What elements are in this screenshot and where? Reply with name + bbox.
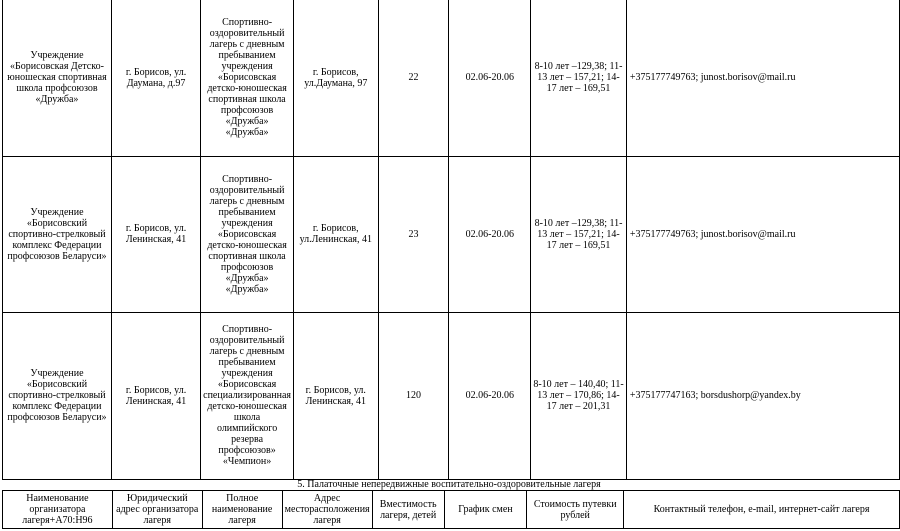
legal-address-cell: г. Борисов, ул. Ленинская, 41 xyxy=(111,156,200,312)
legal-address-cell: г. Борисов, ул. Ленинская, 41 xyxy=(111,312,200,479)
header-legal-address: Юридический адрес организатора лагеря xyxy=(112,491,202,529)
contacts-cell: +375177749763; junost.borisov@mail.ru xyxy=(626,0,899,156)
contacts-cell: +375177749763; junost.borisov@mail.ru xyxy=(626,156,899,312)
camp-address-cell: г. Борисов, ул.Даумана, 97 xyxy=(294,0,379,156)
header-cost: Стоимость путевки рублей xyxy=(527,491,624,529)
organizer-cell: Учреждение «Борисовский спортивно-стрелковый комплекс Федерации профсоюзов Беларуси» xyxy=(3,156,112,312)
legal-address-cell: г. Борисов, ул. Даумана, д.97 xyxy=(111,0,200,156)
capacity-cell: 22 xyxy=(378,0,449,156)
table-row xyxy=(3,156,900,312)
cost-cell: 8-10 лет –129,38; 11-13 лет – 157,21; 14-17 лет – 169,51 xyxy=(531,156,627,312)
header-camp-name: Полное наименование лагеря xyxy=(202,491,282,529)
header-organizer: Наименование организатора лагеря+A70:H96 xyxy=(3,491,113,529)
contacts-cell: +375177747163; borsdushorp@yandex.by xyxy=(626,312,899,479)
table-row xyxy=(3,312,900,479)
header-capacity: Вместимость лагеря, детей xyxy=(372,491,444,529)
cost-cell: 8-10 лет –129,38; 11-13 лет – 157,21; 14-17 лет – 169,51 xyxy=(531,0,627,156)
camp-name-cell: Спортивно-оздоровительный лагерь с дневным пребыванием учреждения «Борисовская специализированная детско-юношеская школа олимпийского резерва профсоюзов» «Чемпион» xyxy=(201,312,294,479)
cost-cell: 8-10 лет – 140,40; 11-13 лет – 170,86; 14-17 лет – 201,31 xyxy=(531,312,627,479)
organizer-cell: Учреждение «Борисовский спортивно-стрелковый комплекс Федерации профсоюзов Беларуси» xyxy=(3,312,112,479)
table-row xyxy=(3,0,900,156)
camp-address-cell: г. Борисов, ул. Ленинская, 41 xyxy=(294,312,379,479)
capacity-cell: 23 xyxy=(378,156,449,312)
header-contacts: Контактный телефон, e-mail, интернет-сайт лагеря xyxy=(624,491,900,529)
section-title: 5. Палаточные непередвижные воспитательно-оздоровительные лагеря xyxy=(297,479,601,490)
camps-table xyxy=(2,0,900,480)
header-camp-address: Адрес месторасположения лагеря xyxy=(282,491,372,529)
organizer-cell: Учреждение «Борисовская Детско-юношеская спортивная школа профсоюзов «Дружба» xyxy=(3,0,112,156)
capacity-cell: 120 xyxy=(378,312,449,479)
camp-address-cell: г. Борисов, ул.Ленинская, 41 xyxy=(294,156,379,312)
schedule-cell: 02.06-20.06 xyxy=(449,0,531,156)
camp-name-cell: Спортивно-оздоровительный лагерь с дневным пребыванием учреждения «Борисовская детско-юношеская спортивная школа профсоюзов «Дружба» «Дружба» xyxy=(201,0,294,156)
tent-camps-header-table xyxy=(2,490,900,529)
schedule-cell: 02.06-20.06 xyxy=(449,312,531,479)
camp-name-cell: Спортивно-оздоровительный лагерь с дневным пребыванием учреждения «Борисовская детско-юношеская спортивная школа профсоюзов «Дружба» «Дружба» xyxy=(201,156,294,312)
header-schedule: График смен xyxy=(444,491,527,529)
header-row xyxy=(3,491,900,529)
schedule-cell: 02.06-20.06 xyxy=(449,156,531,312)
